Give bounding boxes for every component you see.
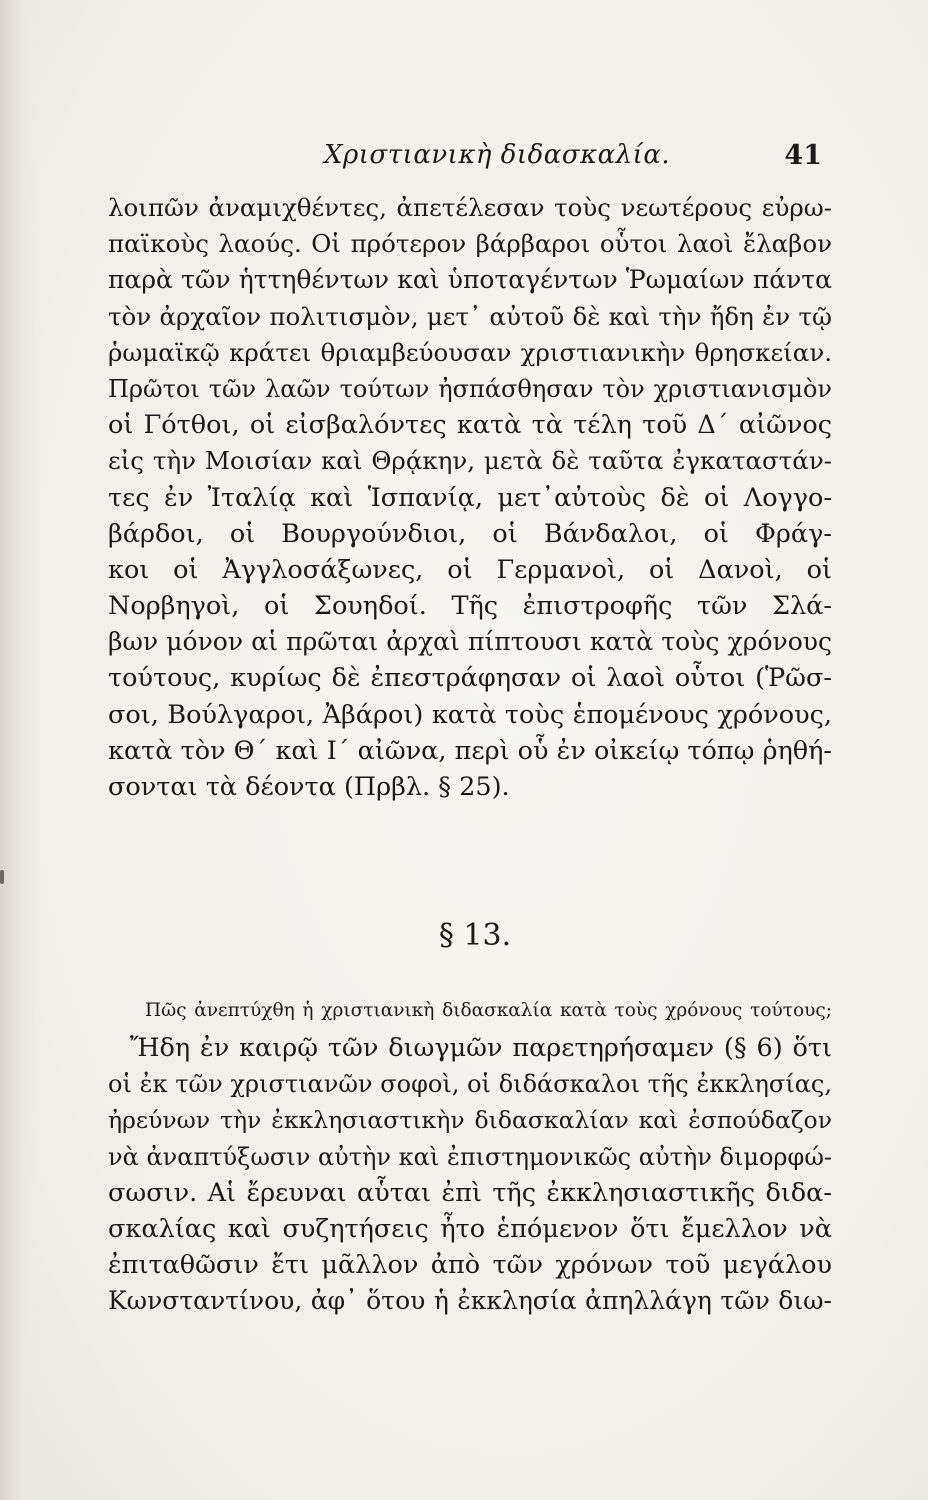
text-line: κοι οἱ Ἀγγλοσάξωνες, οἱ Γερμανοὶ, οἱ Δανοὶ, οἱ xyxy=(108,554,832,585)
text-line: τὸν ἀρχαῖον πολιτισμὸν, μετ᾽ αὐτοῦ δὲ καὶ τὴν ἤδη ἐν τῷ xyxy=(108,301,832,331)
text-line: εἰς τὴν Μοισίαν καὶ Θρᾴκην, μετὰ δὲ ταῦτα ἐγκαταστάν- xyxy=(108,446,832,476)
text-line: Νορβηγοὶ, οἱ Σουηδοί. Τῆς ἐπιστροφῆς τῶν Σλά- xyxy=(108,591,832,622)
page-number: 41 xyxy=(784,140,822,171)
text-line: βων μόνον αἱ πρῶται ἀρχαὶ πίπτουσι κατὰ τοὺς χρόνους xyxy=(108,627,832,657)
section-question: Πῶς ἀνεπτύχθη ἡ χριστιανικὴ διδασκαλία κατὰ τοὺς χρόνους τούτους; xyxy=(145,1000,832,1021)
text-line: τες ἐν Ἰταλίᾳ καὶ Ἱσπανίᾳ, μετ᾽αὐτοὺς δὲ οἱ Λογγο- xyxy=(108,482,832,513)
text-line: σοι, Βούλγαροι, Ἀβάροι) κατὰ τοὺς ἑπομένους χρόνους, xyxy=(108,699,832,730)
text-line: ἐπιταθῶσιν ἔτι μᾶλλον ἀπὸ τῶν χρόνων τοῦ μεγάλου xyxy=(108,1250,832,1281)
text-line: Πρῶτοι τῶν λαῶν τούτων ἠσπάσθησαν τὸν χριστιανισμὸν xyxy=(108,374,832,403)
text-line: Κωνσταντίνου, ἀφ᾽ ὅτου ἡ ἐκκλησία ἀπηλλάγη τῶν διω- xyxy=(108,1286,832,1316)
text-line: παρὰ τῶν ἡττηθέντων καὶ ὑποταγέντων Ῥωμαίων πάντα xyxy=(108,265,832,295)
paragraph-2 xyxy=(108,1030,832,1320)
text-line: βάρδοι, οἱ Βουργούνδιοι, οἱ Βάνδαλοι, οἱ Φράγ- xyxy=(108,518,832,549)
text-line: λοιπῶν ἀναμιχθέντες, ἀπετέλεσαν τοὺς νεωτέρους εὐρω- xyxy=(108,193,832,222)
text-line: κατὰ τὸν Θ΄ καὶ Ι΄ αἰῶνα, περὶ οὗ ἐν οἰκείῳ τόπῳ ῥηθή- xyxy=(108,735,832,766)
text-line: σονται τὰ δέοντα (Πρβλ. § 25). xyxy=(108,772,510,802)
section-heading xyxy=(0,918,928,953)
text-line: παϊκοὺς λαούς. Οἱ πρότερον βάρβαροι οὗτοι λαοὶ ἔλαβον xyxy=(108,229,832,259)
text-line: οἱ Γότθοι, οἱ εἰσβαλόντες κατὰ τὰ τέλη τοῦ Δ΄ αἰῶνος xyxy=(108,410,832,441)
text-line: νὰ ἀναπτύξωσιν αὐτὴν καὶ ἐπιστημονικῶς αὐτὴν διμορφώ- xyxy=(108,1142,832,1171)
spine-shadow xyxy=(0,0,38,1500)
section-number: § 13. xyxy=(438,918,512,953)
text-line: ἠρεύνων τὴν ἐκκλησιαστικὴν διδασκαλίαν καὶ ἐσπούδαζον xyxy=(108,1106,832,1135)
paragraph-1 xyxy=(108,190,832,805)
margin-mark xyxy=(0,870,4,884)
text-line: οἱ ἐκ τῶν χριστιανῶν σοφοὶ, οἱ διδάσκαλοι τῆς ἐκκλησίας, xyxy=(108,1070,832,1099)
text-line: τούτους, κυρίως δὲ ἐπεστράφησαν οἱ λαοὶ οὗτοι (Ῥῶσ- xyxy=(108,663,832,694)
text-line: σκαλίας καὶ συζητήσεις ἦτο ἑπόμενον ὅτι ἔμελλον νὰ xyxy=(108,1213,832,1244)
text-line: Ἤδη ἐν καιρῷ τῶν διωγμῶν παρετηρήσαμεν (§ 6) ὅτι xyxy=(130,1033,832,1063)
text-line: σωσιν. Αἱ ἔρευναι αὗται ἐπὶ τῆς ἐκκλησιαστικῆς διδα- xyxy=(108,1177,832,1208)
running-title: Χριστιανικὴ διδασκαλία. xyxy=(324,140,671,170)
page-header xyxy=(110,140,822,180)
text-line: ῥωμαϊκῷ κράτει θριαμβεύουσαν χριστιανικὴν θρησκείαν. xyxy=(108,337,832,367)
